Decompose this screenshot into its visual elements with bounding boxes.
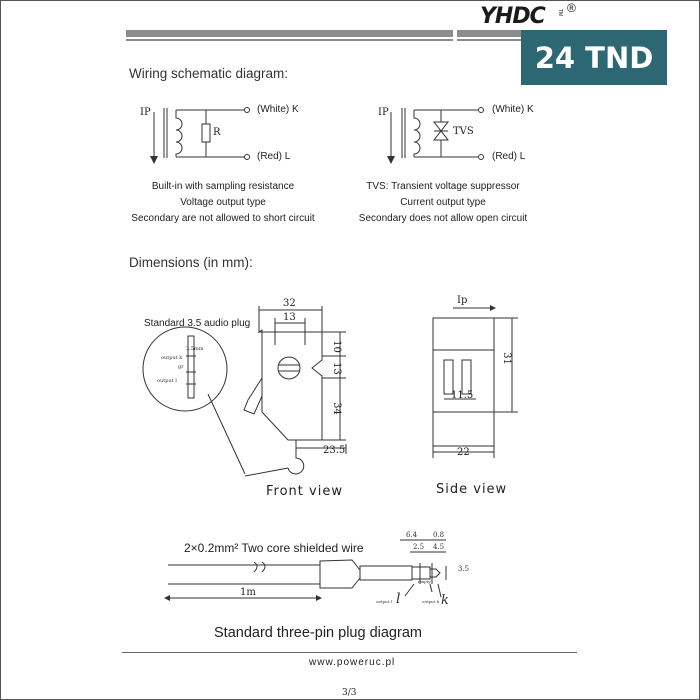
terminal-k	[245, 108, 250, 113]
footer-rule	[122, 652, 577, 653]
brand-logo: YHDC	[480, 4, 545, 29]
terminal-l	[245, 155, 250, 160]
inset-output-l: output l	[157, 378, 177, 384]
right-ip-label: IP	[378, 107, 389, 118]
right-note: Current output type	[400, 197, 486, 208]
dim-31: 31	[500, 352, 512, 365]
brand-trademark: ®	[567, 1, 576, 15]
dim-0-8: 0.8	[433, 531, 445, 539]
audio-plug-label: Standard 3.5 audio plug	[144, 318, 251, 329]
dim-34: 34	[330, 402, 342, 415]
tvs-diode-up	[434, 122, 448, 131]
dim-22: 22	[457, 447, 470, 458]
wiring-heading: Wiring schematic diagram:	[129, 66, 289, 81]
front-view-body	[259, 330, 322, 440]
resistor	[202, 124, 210, 142]
dim-13-width: 13	[283, 312, 296, 323]
dim-2-5: 2.5	[413, 543, 425, 551]
plug-output-l-label: output l	[376, 599, 392, 604]
left-note: Built-in with sampling resistance	[151, 181, 295, 192]
inset-output-k: output k	[161, 355, 183, 361]
right-white-k: (White) K	[492, 104, 534, 115]
left-white-k: (White) K	[257, 104, 299, 115]
front-view-label: Front view	[266, 484, 343, 499]
dim-10: 10	[330, 340, 342, 353]
inset-dim: 3.5mm	[186, 346, 204, 352]
resistor-label: R	[213, 127, 221, 138]
front-view-aperture	[278, 357, 300, 379]
dim-32: 32	[283, 298, 296, 309]
plug-output-k-label: output k	[422, 599, 440, 604]
side-view-pin	[462, 360, 471, 394]
plug-sleeve	[360, 566, 412, 580]
plug-handle	[320, 560, 360, 588]
plug-k-letter: k	[441, 593, 449, 608]
page-number: 3/3	[342, 688, 357, 698]
dim-13-height: 13	[330, 362, 342, 375]
right-note: TVS: Transient voltage suppressor	[366, 181, 520, 192]
dim-3-5: 3.5	[458, 565, 470, 573]
dimensions-heading: Dimensions (in mm):	[129, 255, 253, 270]
audio-plug-inset	[143, 327, 227, 411]
plug-l-letter: l	[396, 591, 401, 607]
dim-4-5: 4.5	[433, 543, 445, 551]
left-note: Secondary are not allowed to short circuit	[131, 213, 315, 224]
side-view-label: Side view	[436, 482, 508, 497]
right-red-l: (Red) L	[492, 151, 526, 162]
right-note: Secondary does not allow open circuit	[358, 213, 528, 224]
ip-arrow-head	[150, 156, 158, 164]
cable-label: 2×0.2mm² Two core shielded wire	[184, 541, 364, 555]
left-note: Voltage output type	[180, 197, 266, 208]
side-view-base	[433, 412, 494, 446]
left-red-l: (Red) L	[257, 151, 291, 162]
dim-23-5: 23.5	[323, 445, 346, 456]
footer-url[interactable]: www.poweruc.pl	[309, 657, 396, 668]
tvs-label: TVS	[453, 126, 474, 137]
left-ip-label: IP	[140, 107, 151, 118]
dim-11-5: 11.5	[451, 390, 474, 401]
plug-diagram-title: Standard three-pin plug diagram	[214, 625, 422, 641]
dim-6-4: 6.4	[406, 531, 418, 539]
side-ip-label: Ip	[457, 295, 468, 306]
inset-gr: gr	[178, 364, 184, 370]
tvs-diode-down	[434, 131, 448, 140]
cable-length: 1m	[240, 587, 256, 598]
brand-logo-tm: TM	[557, 9, 563, 17]
side-view-pin	[444, 360, 453, 394]
secondary-coil	[176, 110, 182, 157]
plug-empty-label: empty	[418, 579, 431, 584]
price-badge[interactable]: 24 TND	[521, 30, 667, 85]
